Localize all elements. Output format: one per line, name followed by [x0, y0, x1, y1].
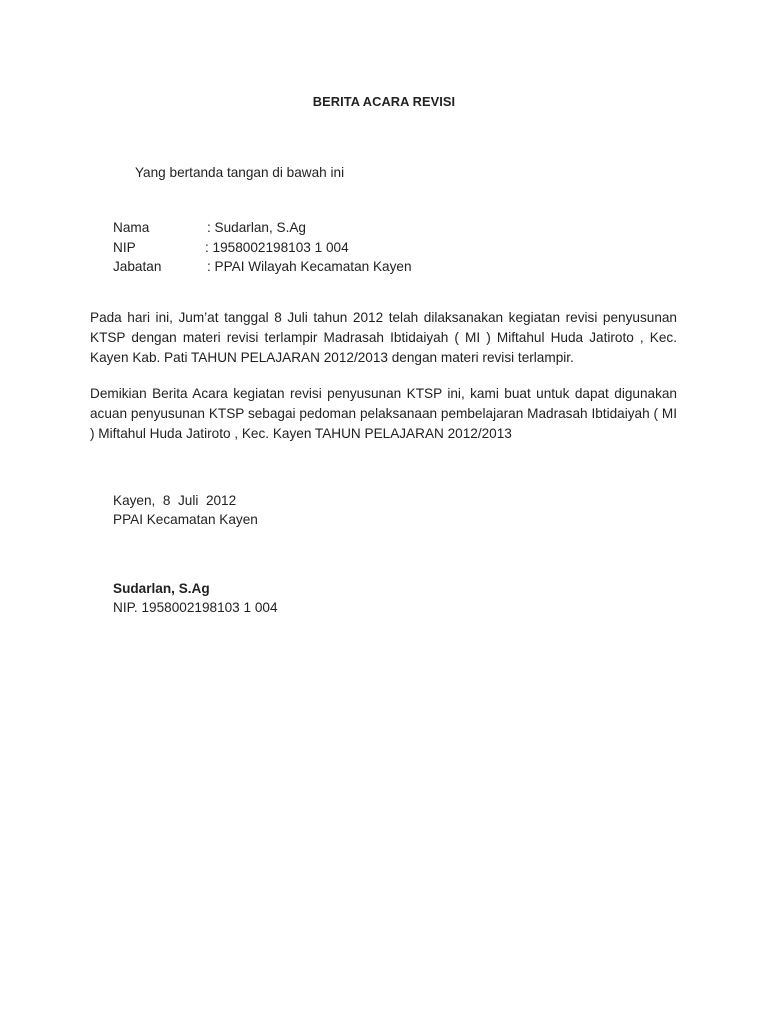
- identity-value: : PPAI Wilayah Kecamatan Kayen: [207, 259, 412, 274]
- document-title: BERITA ACARA REVISI: [312, 94, 456, 109]
- identity-label: NIP: [113, 239, 136, 255]
- signer-block: [113, 579, 278, 617]
- place-date-block: [113, 492, 258, 529]
- identity-value: : Sudarlan, S.Ag: [207, 220, 306, 235]
- signer-nip: NIP. 1958002198103 1 004: [113, 600, 278, 615]
- identity-label: Nama: [113, 220, 150, 235]
- opening-statement: Yang bertanda tangan di bawah ini: [135, 165, 345, 180]
- signer-position: PPAI Kecamatan Kayen: [113, 511, 258, 527]
- body-paragraph-1: Pada hari ini, Jum’at tanggal 8 Juli tahun 2012 telah dilaksanakan kegiatan revisi penyusunan KTSP dengan materi revisi terlampir Madrasah Ibtidaiyah ( MI ) Miftahul Huda Jatiroto , Kec. Kayen Kab. Pati TAHUN PELAJARAN 2012/2013 dengan materi revisi terlampir.: [90, 310, 677, 365]
- signer-name: Sudarlan, S.Ag: [113, 581, 210, 596]
- place-date: Kayen, 8 Juli 2012: [113, 493, 237, 508]
- body-paragraph-2: Demikian Berita Acara kegiatan revisi penyusunan KTSP ini, kami buat untuk dapat digunakan acuan penyusunan KTSP sebagai pedoman pelaksanaan pembelajaran Madrasah Ibtidaiyah ( MI ) Miftahul Huda Jatiroto , Kec. Kayen TAHUN PELAJARAN 2012/2013: [90, 386, 677, 441]
- identity-label: Jabatan: [113, 259, 162, 274]
- identity-value: : 1958002198103 1 004: [205, 239, 349, 255]
